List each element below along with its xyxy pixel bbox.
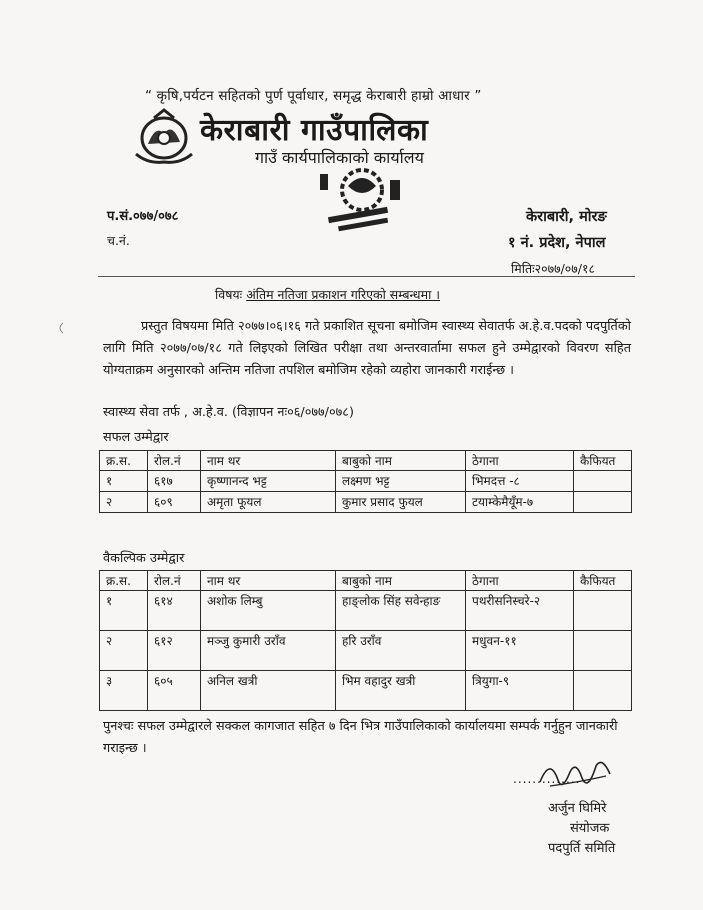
column-header: रोल.नं — [148, 451, 201, 471]
column-header: नाम थर — [201, 571, 336, 591]
table-cell: हरि उराँव — [336, 631, 466, 671]
table-cell: २ — [100, 631, 148, 671]
table-cell: भिम वहादुर खत्री — [336, 671, 466, 711]
department-line: स्वास्थ्य सेवा तर्फ , अ.हे.व. (विज्ञापन नः०६/०७७/०७८) — [103, 405, 354, 420]
alternate-candidates-table — [99, 570, 632, 711]
subject-text: अंतिम नतिजा प्रकाशन गरिएको सम्बन्धमा । — [246, 287, 441, 302]
address-line-2: १ नं. प्रदेश, नेपाल — [508, 235, 606, 251]
table-cell: अनिल खत्री — [201, 671, 336, 711]
table-cell — [574, 591, 632, 631]
table-cell: २ — [100, 492, 148, 513]
table-row — [100, 671, 632, 711]
signatory-committee: पदपुर्ति समिति — [548, 841, 616, 856]
table-cell — [574, 492, 632, 513]
column-header: कैफियत — [574, 571, 632, 591]
table-row — [100, 631, 632, 671]
table-cell — [574, 671, 632, 711]
table-header-row — [100, 571, 632, 591]
table-cell: कृष्णानन्द भट्ट — [201, 471, 336, 492]
table-cell: ६१७ — [148, 471, 201, 492]
column-header: नाम थर — [201, 451, 336, 471]
signature-line: .............. — [513, 772, 581, 786]
dispatch-number: च.नं. — [107, 233, 130, 248]
address-line-1: केराबारी, मोरङ — [526, 209, 607, 225]
table-cell: ६०९ — [148, 492, 201, 513]
alternate-heading: वैकल्पिक उम्मेद्वार — [103, 551, 185, 566]
table-cell: ६१४ — [148, 591, 201, 631]
table-cell: लक्ष्मण भट्ट — [336, 471, 466, 492]
table-cell: टयाम्केमैयूँम-७ — [466, 492, 574, 513]
successful-candidates-table — [99, 450, 632, 513]
column-header: क्र.स. — [100, 571, 148, 591]
header-divider — [98, 276, 635, 277]
table-cell: ६०५ — [148, 671, 201, 711]
office-stamp — [308, 160, 416, 242]
motto: “ कृषि,पर्यटन सहितको पुर्ण पूर्वाधार, समृद्ध केराबारी हाम्रो आधार ” — [145, 88, 482, 104]
table-cell: १ — [100, 471, 148, 492]
signatory-role: संयोजक — [570, 821, 610, 836]
document-date: मितिः२०७७/०७/१८ — [511, 261, 596, 276]
municipality-title: केराबारी गाउँपालिका — [200, 113, 429, 148]
table-cell: मधुवन-११ — [466, 631, 574, 671]
reference-number: प.सं.०७७/०७८ — [107, 209, 179, 224]
table-header-row — [100, 451, 632, 471]
table-cell: मञ्जु कुमारी उराँव — [201, 631, 336, 671]
table-row — [100, 492, 632, 513]
table-cell: कुमार प्रसाद फुयल — [336, 492, 466, 513]
table-cell: ३ — [100, 671, 148, 711]
body-paragraph — [103, 316, 631, 382]
signatory-name: अर्जुन घिमिरे — [548, 801, 607, 816]
column-header: कैफियत — [574, 451, 632, 471]
office-subtitle: गाउँ कार्यपालिकाको कार्यालय — [255, 148, 424, 167]
margin-mark — [55, 322, 65, 334]
successful-heading: सफल उम्मेद्वार — [103, 430, 169, 445]
nepal-emblem-logo — [128, 104, 200, 168]
table-cell — [574, 631, 632, 671]
table-cell: त्रियुगा-९ — [466, 671, 574, 711]
table-cell — [574, 471, 632, 492]
table-cell: अमृता फूयल — [201, 492, 336, 513]
postscript-note: पुनश्चः सफल उम्मेद्वारले सक्कल कागजात सहित ७ दिन भित्र गाउँपालिकाको कार्यालयमा सम्पर्क गर्नुहुन जानकारी गराइन्छ । — [103, 719, 618, 756]
column-header: बाबुको नाम — [336, 571, 466, 591]
table-cell: ६१२ — [148, 631, 201, 671]
table-cell: भिमदत्त -८ — [466, 471, 574, 492]
subject-label: विषयः — [215, 287, 243, 302]
subject-line — [215, 286, 440, 303]
column-header: बाबुको नाम — [336, 451, 466, 471]
column-header: क्र.स. — [100, 451, 148, 471]
table-cell: पथरीसनिस्चरे-२ — [466, 591, 574, 631]
table-row — [100, 471, 632, 492]
column-header: ठेगाना — [466, 451, 574, 471]
table-cell: हाङ्लोक सिंह सवेन्हाङ — [336, 591, 466, 631]
column-header: रोल.नं — [148, 571, 201, 591]
table-row — [100, 591, 632, 631]
table-cell: १ — [100, 591, 148, 631]
column-header: ठेगाना — [466, 571, 574, 591]
table-cell: अशोक लिम्बु — [201, 591, 336, 631]
body-text: प्रस्तुत विषयमा मिति २०७७।०६।१६ गते प्रकाशित सूचना बमोजिम स्वास्थ्य सेवातर्फ अ.हे.व.पदको पदपुर्तिको लागि मिति २०७७/०७/१८ गते लिइएको लिखित परीक्षा तथा अन्तरवार्तामा सफल हुने उम्मेद्वारको विवरण सहित योग्यताक्रम अनुसारको अन्तिम नतिजा तपशिल बमोजिम रहेको व्यहोरा जानकारी गराईन्छ । — [103, 319, 631, 378]
